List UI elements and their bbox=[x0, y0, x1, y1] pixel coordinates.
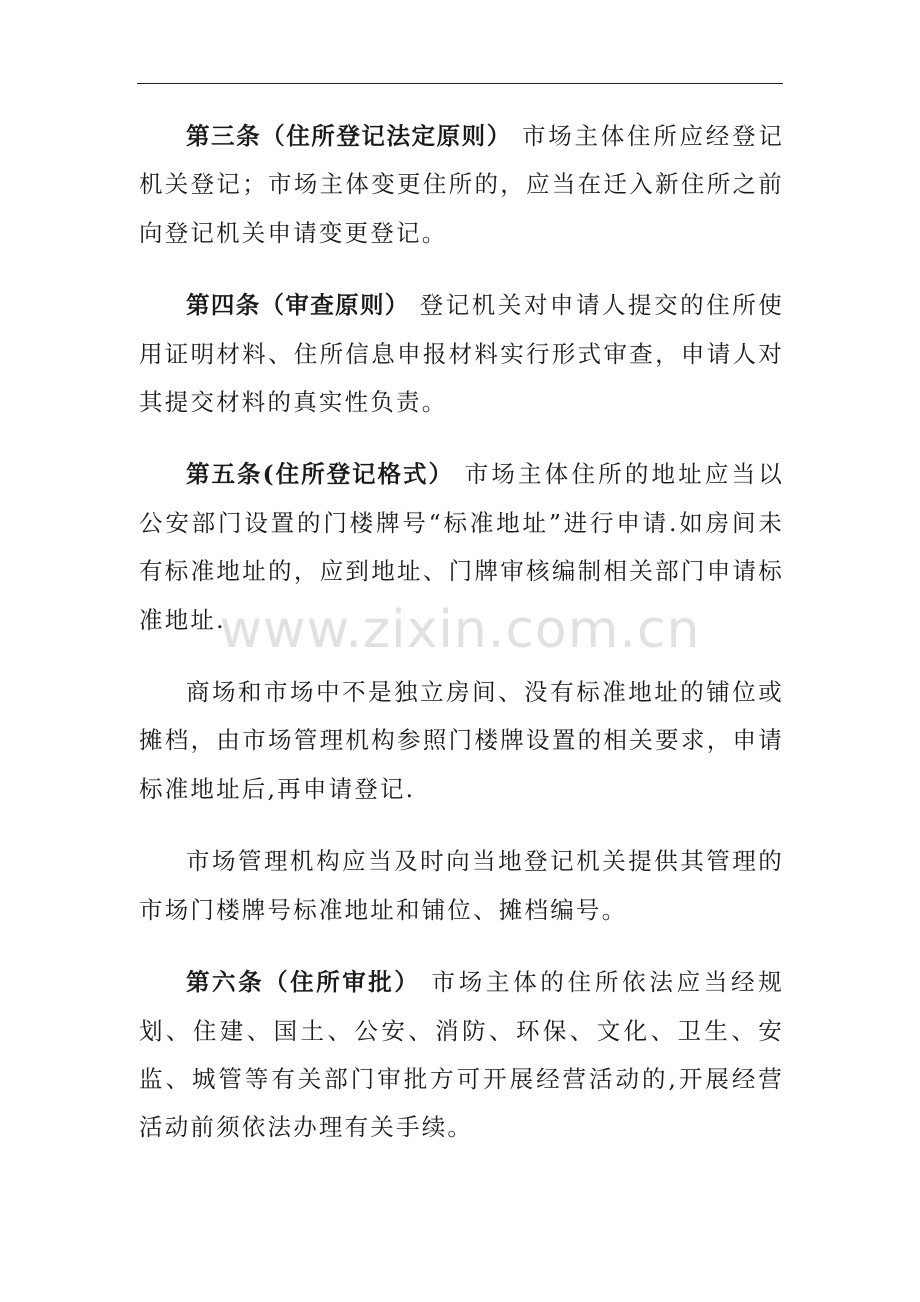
article-heading: 第五条(住所登记格式） bbox=[186, 460, 455, 489]
article-4-paragraph bbox=[139, 281, 784, 426]
market-stall-paragraph bbox=[139, 668, 784, 813]
paragraph-text: 市场管理机构应当及时向当地登记机关提供其管理的市场门楼牌号标准地址和铺位、摊档编号。 bbox=[139, 847, 784, 924]
header-rule bbox=[137, 83, 783, 84]
article-text: 市场主体住所应经登记机关登记；市场主体变更住所的，应当在迁入新住所之前向登记机关申请变更登记。 bbox=[139, 122, 785, 247]
article-text: 市场主体住所的地址应当以公安部门设置的门楼牌号“标准地址”进行申请.如房间未有标准地址的，应到地址、门牌审核编制相关部门申请标准地址. bbox=[139, 460, 785, 634]
article-heading: 第六条（住所审批） bbox=[186, 968, 421, 997]
watermark: www.zixin.com.cn bbox=[219, 600, 701, 660]
document-body bbox=[139, 112, 784, 1176]
article-text: 市场主体的住所依法应当经规划、住建、国土、公安、消防、环保、文化、卫生、安监、城管等有关部门审批方可开展经营活动的,开展经营活动前须依法办理有关手续。 bbox=[139, 968, 784, 1142]
article-text: 登记机关对申请人提交的住所使用证明材料、住所信息申报材料实行形式审查，申请人对其提交材料的真实性负责。 bbox=[139, 291, 785, 417]
article-5-paragraph bbox=[139, 450, 784, 644]
article-heading: 第三条（住所登记法定原则） bbox=[186, 122, 512, 150]
article-6-paragraph bbox=[139, 958, 784, 1152]
paragraph-text: 商场和市场中不是独立房间、没有标准地址的铺位或摊档，由市场管理机构参照门楼牌设置的相关要求，申请标准地址后,再申请登记. bbox=[139, 678, 784, 803]
market-management-paragraph bbox=[139, 837, 784, 934]
article-heading: 第四条（审查原则） bbox=[186, 291, 410, 320]
article-3-paragraph bbox=[139, 112, 784, 257]
